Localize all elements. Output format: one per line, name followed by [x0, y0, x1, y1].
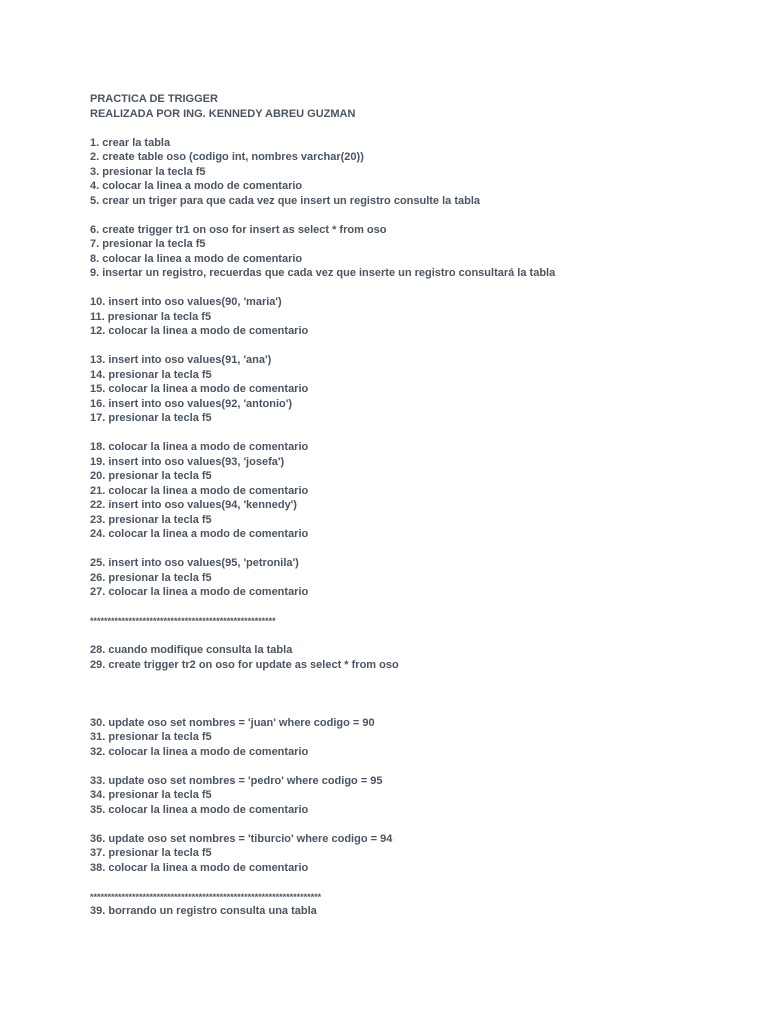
instruction-line: 33. update oso set nombres = 'pedro' where codigo = 95	[90, 774, 383, 787]
instruction-line: 32. colocar la linea a modo de comentario	[90, 745, 309, 758]
instruction-line: 15. colocar la linea a modo de comentario	[90, 383, 309, 395]
blank-line	[90, 208, 730, 223]
instruction-line: 27. colocar la linea a modo de comentario	[90, 586, 309, 598]
instruction-line: 5. crear un triger para que cada vez que insert un registro consulte la tabla	[90, 194, 481, 207]
instruction-line: 8. colocar la linea a modo de comentario	[90, 252, 303, 265]
instruction-line: 38. colocar la linea a modo de comentario	[90, 861, 309, 874]
instruction-line: 39. borrando un registro consulta una tabla	[90, 905, 317, 917]
blank-line	[90, 339, 730, 354]
instruction-line: 31. presionar la tecla f5	[90, 731, 212, 743]
instruction-line: 23. presionar la tecla f5	[90, 513, 212, 526]
blank-line	[90, 600, 730, 615]
instruction-line: 11. presionar la tecla f5	[90, 310, 212, 323]
instruction-line: 10. insert into oso values(90, 'maria')	[90, 296, 282, 308]
blank-line	[90, 875, 730, 890]
instruction-line: 3. presionar la tecla f5	[90, 165, 206, 178]
instruction-line: 22. insert into oso values(94, 'kennedy')	[90, 499, 297, 511]
instruction-line: 12. colocar la linea a modo de comentario	[90, 325, 309, 337]
instruction-line: 14. presionar la tecla f5	[90, 368, 212, 381]
instruction-line: 36. update oso set nombres = 'tiburcio' where codigo = 94	[90, 832, 393, 845]
instruction-line: 29. create trigger tr2 on oso for update as select * from oso	[90, 658, 399, 671]
blank-line	[90, 121, 730, 136]
instruction-line: 34. presionar la tecla f5	[90, 789, 212, 801]
instruction-line: 25. insert into oso values(95, 'petronila')	[90, 557, 299, 569]
instruction-line: 16. insert into oso values(92, 'antonio')	[90, 397, 293, 410]
instruction-line: 30. update oso set nombres = 'juan' where codigo = 90	[90, 716, 375, 729]
instruction-line: 35. colocar la linea a modo de comentario	[90, 803, 309, 816]
instruction-line: 6. create trigger tr1 on oso for insert as select * from oso	[90, 223, 387, 236]
instruction-line: 24. colocar la linea a modo de comentario	[90, 528, 309, 540]
instruction-line: 37. presionar la tecla f5	[90, 847, 212, 859]
blank-line	[90, 281, 730, 296]
instruction-line: 26. presionar la tecla f5	[90, 571, 212, 584]
document-author: REALIZADA POR ING. KENNEDY ABREU GUZMAN	[90, 107, 356, 120]
instruction-line: 4. colocar la linea a modo de comentario	[90, 180, 303, 192]
document-page	[90, 92, 730, 919]
instruction-line: 20. presionar la tecla f5	[90, 470, 212, 482]
instruction-line: 2. create table oso (codigo int, nombres varchar(20))	[90, 151, 364, 163]
instruction-line: 21. colocar la linea a modo de comentario	[90, 484, 309, 497]
blank-line	[90, 817, 730, 832]
blank-line	[90, 672, 730, 687]
blank-line	[90, 759, 730, 774]
blank-line	[90, 629, 730, 644]
blank-line	[90, 542, 730, 557]
document-title: PRACTICA DE TRIGGER	[90, 93, 218, 105]
separator-line: ******************************************************************	[90, 891, 322, 902]
instruction-line: 1. crear la tabla	[90, 136, 171, 149]
instruction-line: 19. insert into oso values(93, 'josefa')	[90, 455, 285, 468]
instruction-line: 17. presionar la tecla f5	[90, 412, 212, 424]
blank-line	[90, 701, 730, 716]
separator-line: *****************************************************	[90, 616, 276, 626]
instruction-line: 9. insertar un registro, recuerdas que cada vez que inserte un registro consultará la tabla	[90, 267, 556, 279]
instruction-line: 7. presionar la tecla f5	[90, 238, 206, 250]
instruction-line: 18. colocar la linea a modo de comentario	[90, 441, 309, 453]
blank-line	[90, 687, 730, 702]
instruction-line: 28. cuando modifique consulta la tabla	[90, 644, 293, 656]
blank-line	[90, 426, 730, 441]
instruction-line: 13. insert into oso values(91, 'ana')	[90, 354, 272, 366]
document-body	[90, 121, 730, 919]
